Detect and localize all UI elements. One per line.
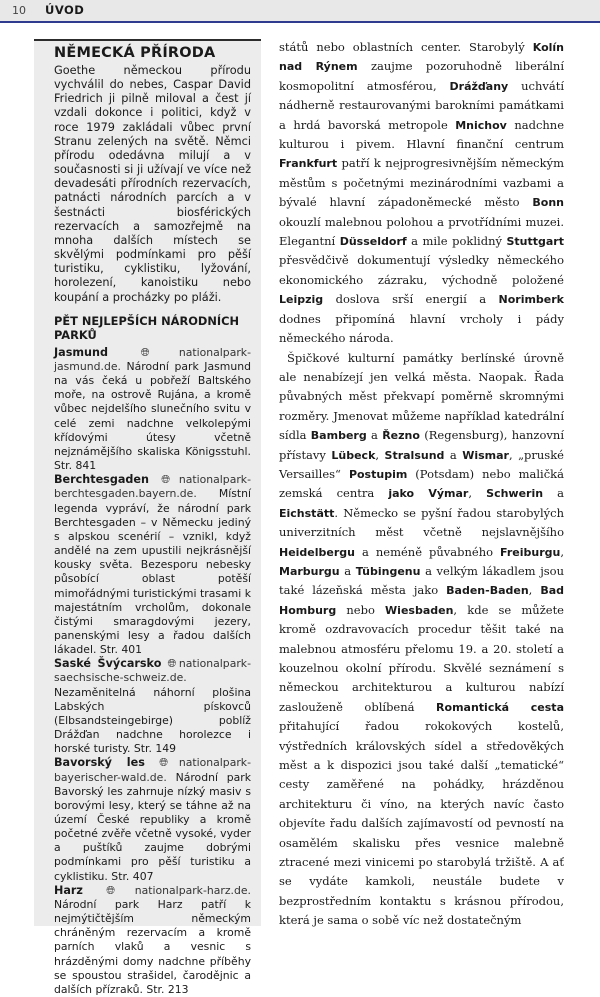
place-name: Bad Homburg [279, 584, 565, 617]
place-name: Eichstätt [279, 506, 335, 520]
header-band [0, 0, 600, 21]
place-name: Freiburgu [500, 545, 561, 559]
place-name: Stralsund [384, 448, 445, 462]
park-name: Saské Švýcarsko [54, 657, 162, 671]
place-name: Řezno [382, 429, 420, 443]
place-name: jako Výmar [388, 487, 469, 501]
body-paragraph: Špičkové kulturní památky berlínské úrovně ale nenabízejí jen velká města. Naopak. Řada půvabných měst překvapí poměrně skromnými rozměry. Jmenovat můžeme například katedrální sídla Bamberg a Řezno (Regensburg), hanzovní přístavy Lübeck, Stralsund a Wismar, „pruské Versailles“ Postupim (Potsdam) nebo maličká zemská centra jako Výmar, Schwerin a Eichstätt. Německo se pyšní řadou starobylých univerzitních měst včetně nejslavnějšího Heidelbergu a neméně půvabného Freiburgu, Marburgu a Tübingenu a velkým lákadlem jsou také lázeňská města jako Baden-Baden, Bad Homburg nebo Wiesbaden, kde se můžete kromě ozdravovacích procedur těšit také na malebnou atmosféru přelomu 19. a 20. století a kouzelnou okolní přírodu. Skvělé seznámení s německou architekturou a kulturou nabízí zaslouženě oblíbená Romantická cesta přitahující řadou rokokových kostelů, výstředních královských sídel a středověkých měst a k dispozici jsou také další „tematické“ cesty zaměřené na pohádky, hrázděnou architekturu či víno, na kterých navíc často objevíte řadu dalších zajímavostí od pevností na osamělém skalisku přes vesnice malebně ztracené mezi vinicemi po starobylá tržiště. A ať se vydáte kamkoli, neustále budete v bezprostředním kontaktu s krásnou přírodou, která je sama o sobě víc než dostatečným [279, 350, 565, 928]
body-paragraph: států nebo oblastních center. Starobylý Kolín nad Rýnem zaujme pozoruhodně liberální kosmopolitní atmosférou, Drážďany uchvátí nádherně restaurovanými barokními památkami a hrdá bavorská metropole Mnichov nadchne kulturou i pivem. Hlavní finanční centrum Frankfurt patří k nejprogresivnějším německým městům s početnými mezinárodními vazbami a bývalé hlavní západoněmecké město Bonn okouzlí malebnou polohou a prvotřídními muzei. Elegantní Düsseldorf a mile poklidný Stuttgart přesvědčivě dokumentují výsledky německého ekonomického zázraku, východně položené Leipzig doslova srší energií a Norimberk dodnes připomíná hlavní vrcholy i pády německého národa. [279, 40, 565, 346]
place-name: Heidelbergu [279, 545, 356, 559]
park-description: Národní park Bavorský les zahrnuje nízký masiv s borovými lesy, který se táhne až na území České republiky a kromě početné zvěře včetně vysoké, vyder a puštíků zaujme dobrými podmínkami pro pěší turistiku a cyklistiku. Str. 407 [54, 770, 252, 883]
web-icon: 🌐︎ [161, 473, 179, 487]
place-name: Leipzig [279, 293, 324, 307]
park-name: Berchtesgaden [54, 473, 149, 487]
place-name: Mnichov [455, 118, 507, 132]
page-number: 10 [12, 4, 26, 17]
web-icon: 🌐︎ [159, 756, 179, 770]
sidebar-title: NĚMECKÁ PŘÍRODA [54, 45, 216, 61]
place-name: Wiesbaden [385, 603, 454, 617]
place-name: Marburgu [279, 564, 340, 578]
park-description: Nezaměnitelná náhorní plošina Labských pískovců (Elbsandsteingebirge) poblíž Drážďan nadchne horolezce i horské turisty. Str. 149 [54, 685, 251, 756]
place-name: Lübeck [331, 448, 376, 462]
header-rule [0, 21, 600, 23]
park-entry [54, 473, 251, 657]
park-website: nationalpark-saechsische-schweiz.de. [54, 657, 251, 685]
web-icon: 🌐︎ [106, 883, 135, 897]
place-name: Tübingenu [355, 564, 421, 578]
place-name: Frankfurt [279, 157, 338, 171]
park-description: Národní park Harz patří k nejmýtičtějším německým chráněným rezervacím a kromě parních vlaků a vesnic s hrázděnými domy nadchne příběhy se spoustou strašidel, čarodějnic a dalších přízraků. Str. 213 [54, 897, 251, 996]
place-name: Drážďany [449, 79, 509, 93]
park-entry [54, 657, 251, 756]
park-entry [54, 884, 251, 997]
place-name: Düsseldorf [339, 235, 407, 249]
place-name: Bonn [532, 196, 564, 210]
sidebar-intro: Goethe německou přírodu vychválil do nebes, Caspar David Friedrich ji pilně miloval a čest jí vzdali dokonce i politici, když v roce 1979 zakládali vůbec první Stranu zelených na světě. Němci přírodu odedávna milují a v současnosti si ji užívají ve více než devadesáti přírodních rezervacích, patnácti národních parcích a v šestnácti biosférických rezervacích a samozřejmě na mnoha dalších místech se skvělými podmínkami pro pěší turistiku, cyklistiku, lyžování, horolezení, kanoistiku nebo koupání a procházky po pláži. [54, 64, 251, 304]
place-name: Bamberg [310, 429, 367, 443]
sidebar-box [34, 39, 261, 996]
park-name: Bavorský les [54, 756, 145, 770]
park-description: Národní park Jasmund na vás čeká u pobřeží Baltského moře, na ostrově Rujána, a kromě vůbec nejdelšího slunečního svitu v celé zemi nadchne velkolepými křídovými útesy včetně nejznámějšího skaliska Königsstuhl. Str. 841 [54, 360, 251, 473]
section-title: ÚVOD [45, 3, 85, 17]
park-website: nationalpark-berchtesgaden.bayern.de. [54, 473, 251, 501]
place-name: Postupim [348, 467, 408, 481]
sidebar-subtitle: PĚT NEJLEPŠÍCH NÁRODNÍCH PARKŮ [54, 313, 240, 343]
park-website: nationalpark-bayerischer-wald.de. [54, 756, 251, 784]
page-header [0, 0, 600, 22]
place-name: Baden-Baden [446, 584, 529, 598]
park-name: Jasmund [54, 345, 108, 359]
place-name: Norimberk [498, 293, 564, 307]
place-name: Schwerin [486, 487, 544, 501]
park-website: nationalpark-jasmund.de. [54, 345, 251, 373]
park-name: Harz [54, 883, 83, 897]
park-entry [54, 346, 251, 473]
place-name: Stuttgart [506, 235, 564, 249]
park-website: nationalpark-harz.de. [134, 883, 251, 897]
place-name: Wismar [462, 448, 509, 462]
web-icon: 🌐︎ [167, 657, 179, 671]
place-name: Kolín nad Rýnem [279, 41, 564, 74]
web-icon: 🌐︎ [140, 345, 179, 359]
park-description: Místní legenda vypráví, že národní park Berchtesgaden – v Německu jediný s alpskou scenérií – vznikl, když andělé na zem upustili nejkrásnější kousky světa. Bezesporu nebesky působící oblast potěší mimořádnými turistickými trasami k majestátním vrcholům, dokonale čistými smaragdovými jezery, panenskými lesy a řadou dalších lákadel. Str. 401 [54, 487, 251, 657]
main-text [279, 38, 564, 931]
park-entry [54, 756, 251, 883]
place-name: Romantická cesta [436, 700, 564, 714]
